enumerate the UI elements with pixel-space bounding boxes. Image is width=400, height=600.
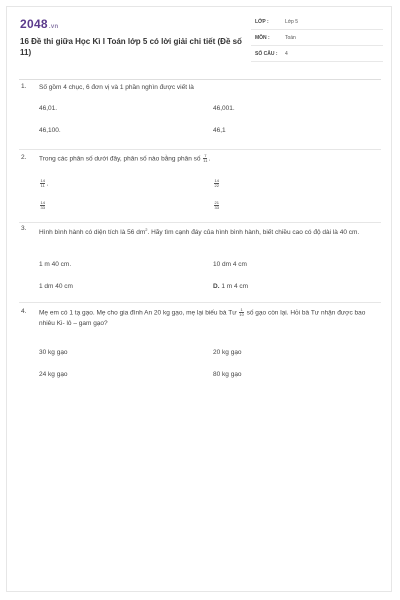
fraction [214,201,219,210]
site-logo[interactable] [20,17,58,31]
option-letter: D. [213,283,220,290]
question-text [39,308,381,329]
meta-value: Toán [285,35,296,41]
question-number: 1. [21,83,27,90]
meta-key: MÔN : [255,35,270,41]
fraction-numerator: 1 [240,307,243,312]
question-divider [19,222,381,223]
logo-main: 2048 [20,17,48,31]
fraction-denominator: 11 [203,158,208,164]
question-text-part: Hình bình hành có diện tích là 56 dm [39,229,146,237]
question-divider [19,302,381,303]
question-text-part: . Hãy tìm cạnh đáy của hình bình hành, biết chiều cao có độ dài là 40 cm. [147,229,360,237]
option-text: 1 m 4 cm [221,283,249,290]
meta-value: Lớp 5 [285,19,299,25]
option-suffix: . [46,180,49,188]
question-divider [19,149,381,150]
fraction-numerator: 14 [40,200,45,205]
fraction [40,201,45,210]
meta-key: LỚP : [255,19,269,25]
fraction [40,179,45,188]
answer-option-c[interactable] [39,201,46,210]
fraction-denominator: 33 [214,205,219,211]
question-number: 2. [21,154,27,161]
question-text: Số gồm 4 chục, 6 đơn vị và 1 phần nghìn được viết là [39,84,194,91]
document-title: 16 Đề thi giữa Học Kì I Toán lớp 5 có lời giải chi tiết (Đề số 11) [20,37,242,57]
fraction-numerator: 14 [214,178,219,183]
answer-option-d[interactable]: 46,1 [213,127,226,134]
answer-option-b[interactable]: 20 kg gạo [213,349,242,356]
header-divider [19,79,381,80]
answer-option-a[interactable] [39,179,48,188]
superscript: 2 [145,227,148,232]
fraction [239,308,243,317]
answer-option-c[interactable]: 24 kg gạo [39,371,68,378]
question-text [39,154,381,165]
fraction-numerator: 7 [204,153,207,158]
fraction-numerator: 14 [40,178,45,183]
page-header [7,7,393,79]
question-text-part: . [208,155,211,163]
fraction [203,154,207,163]
question-text [39,225,381,239]
answer-option-c[interactable]: 46,100. [39,127,61,134]
fraction-denominator: 11 [40,183,45,189]
fraction-denominator: 33 [40,205,45,211]
answer-option-d[interactable] [213,283,248,290]
meta-key: SỐ CÂU : [255,51,278,57]
answer-option-d[interactable]: 80 kg gạo [213,371,242,378]
answer-option-a[interactable]: 1 m 40 cm. [39,261,72,268]
meta-row-subject [251,33,383,46]
question-number: 4. [21,308,27,315]
fraction-denominator: 22 [214,183,219,189]
worksheet-page [6,6,392,592]
meta-value: 4 [285,51,288,57]
fraction [214,179,219,188]
logo-suffix: .vn [48,24,59,30]
fraction-denominator: 10 [239,312,244,318]
question-number: 3. [21,225,27,232]
meta-row-question-count [251,49,383,62]
answer-option-c[interactable]: 1 dm 40 cm [39,283,73,290]
fraction-numerator: 21 [214,200,219,205]
question-text-part: Trong các phân số dưới đây, phân số nào bằng phân số [39,155,201,163]
answer-option-b[interactable] [213,179,220,188]
meta-info [251,17,383,65]
answer-option-a[interactable]: 30 kg gạo [39,349,68,356]
answer-option-a[interactable]: 46,01. [39,105,58,112]
question-text-part: Mẹ em có 1 tạ gạo. Mẹ cho gia đình An 20 kg gạo, mẹ lại biếu bà Tư [39,309,237,317]
answer-option-b[interactable]: 46,001. [213,105,235,112]
question-text-part: số gạo còn lại. Hỏi bà Tư nhận được bao nhiêu Ki- lô – gam gạo? [39,309,366,327]
answer-option-b[interactable]: 10 dm 4 cm [213,261,247,268]
meta-row-class [251,17,383,30]
answer-option-d[interactable] [213,201,220,210]
